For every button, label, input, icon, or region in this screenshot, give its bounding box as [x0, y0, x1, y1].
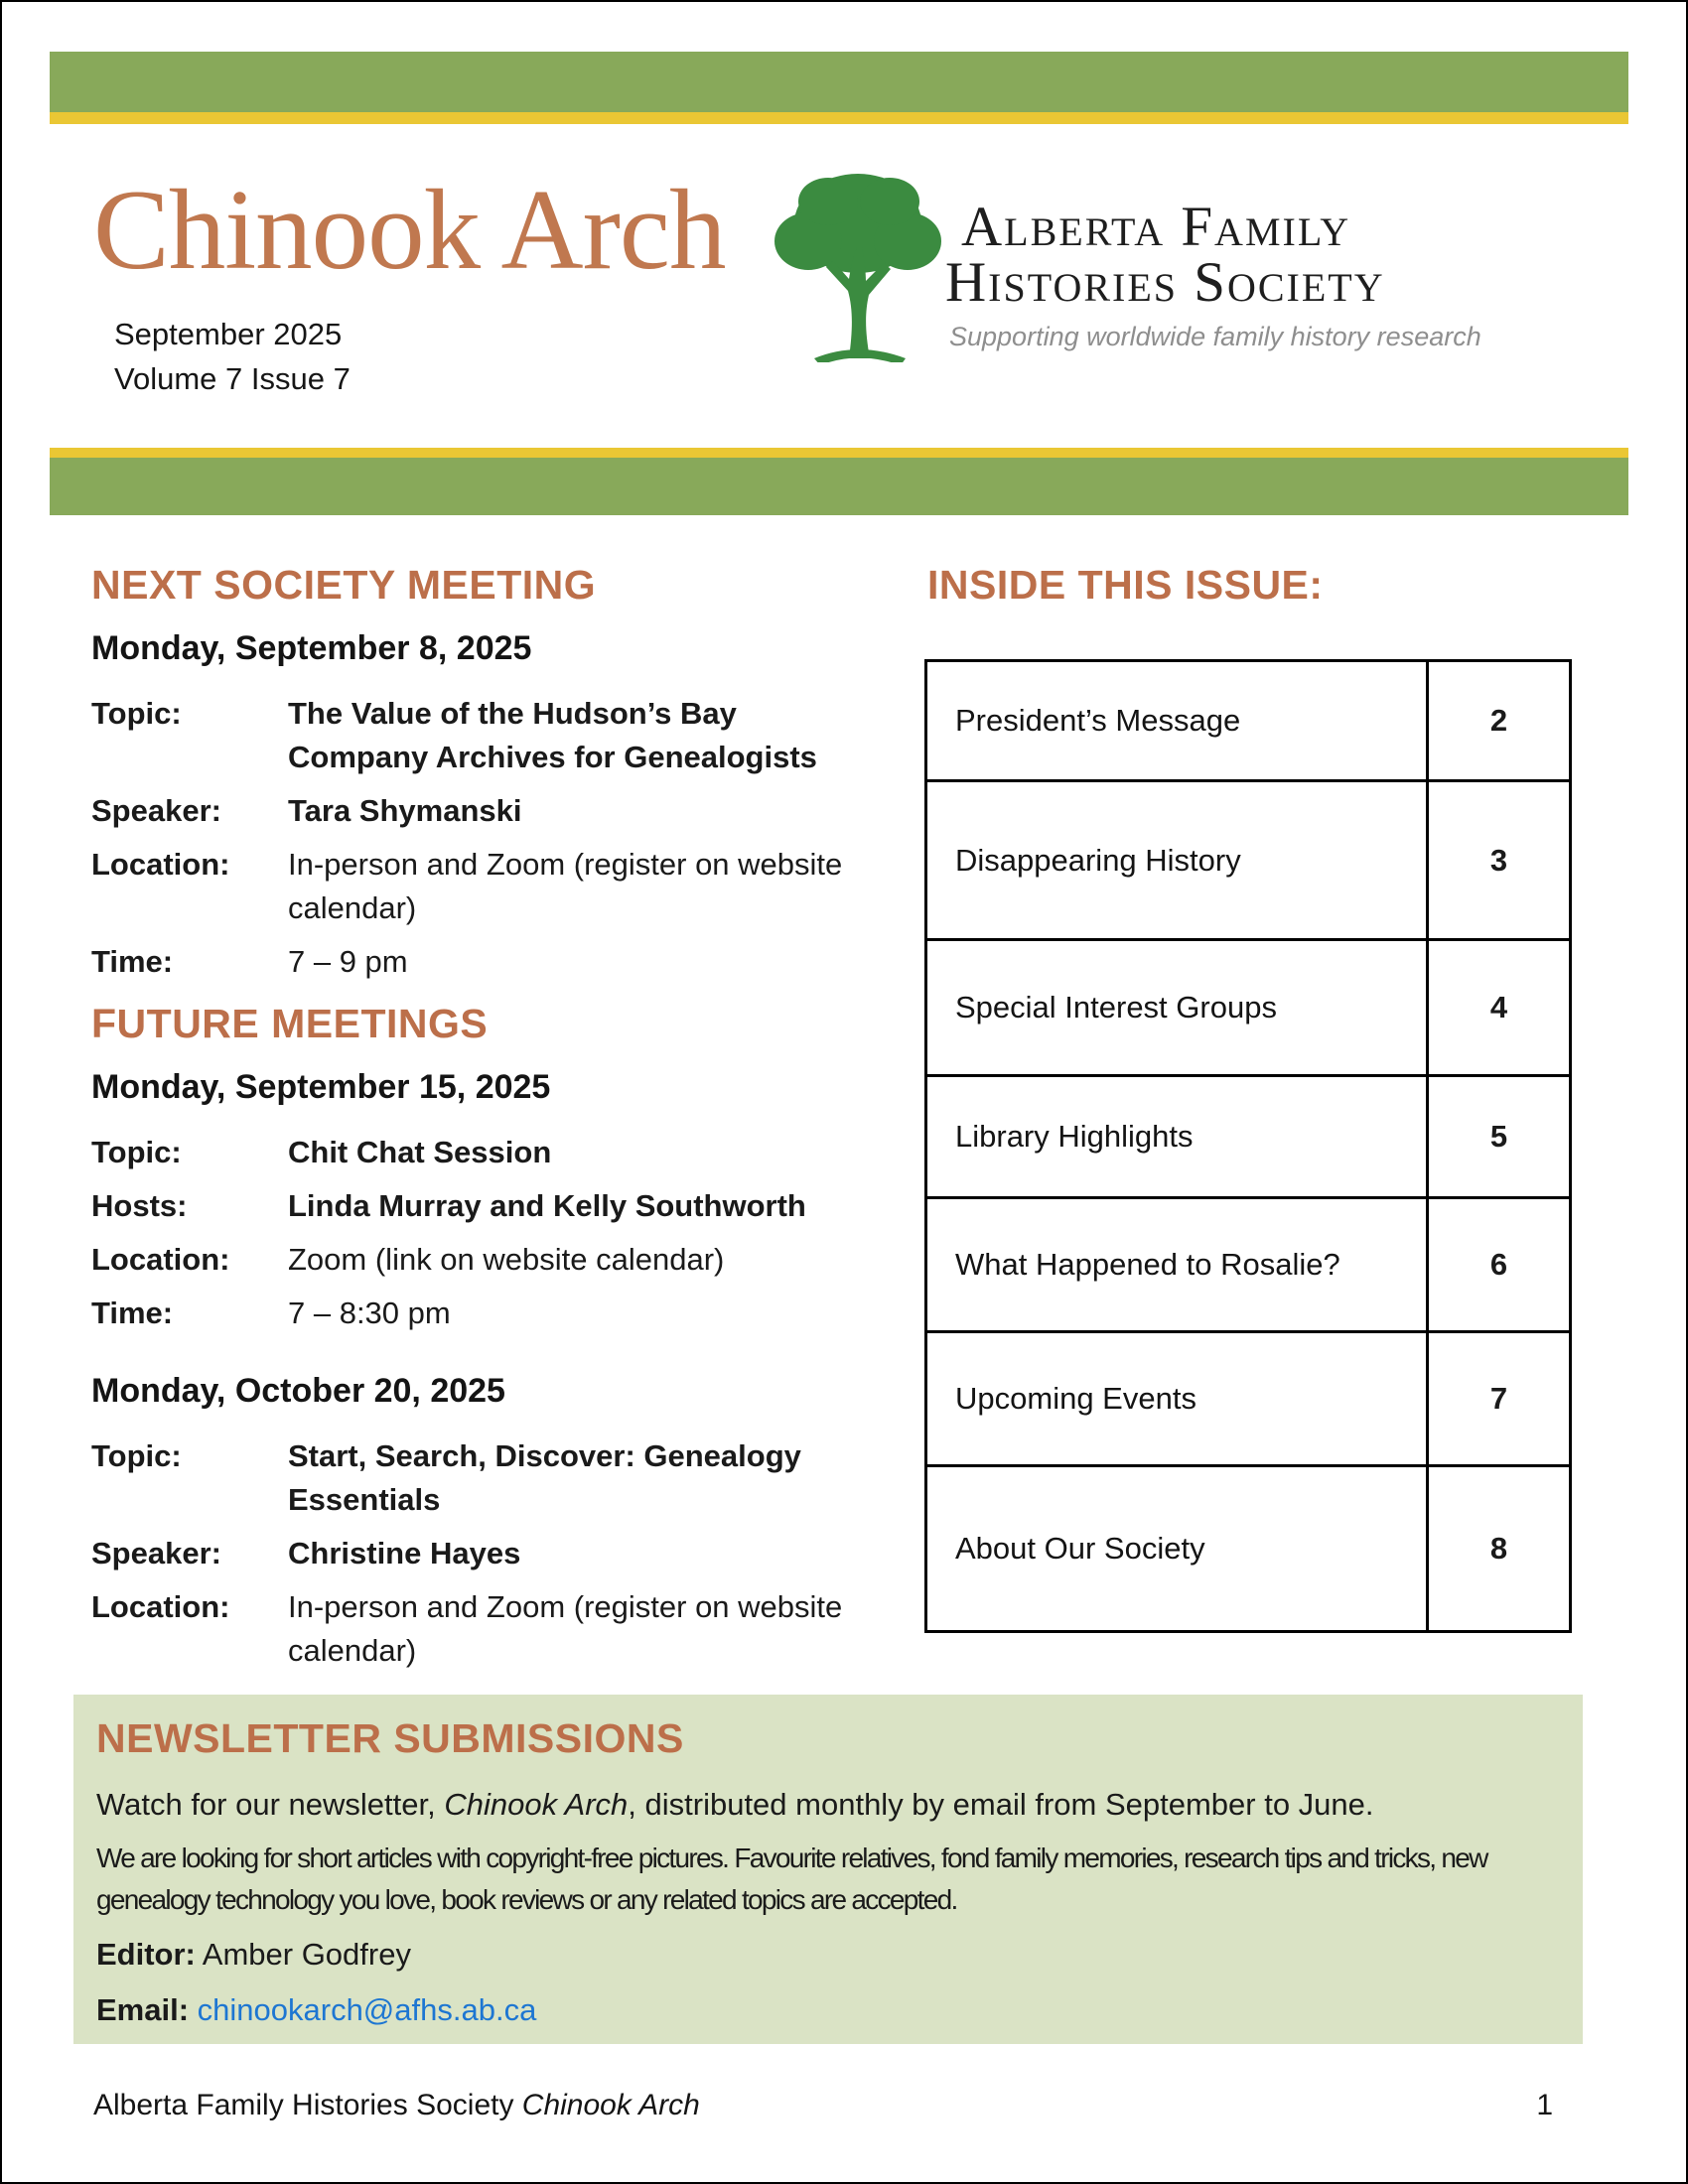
meeting-detail-value: 7 – 9 pm — [288, 944, 408, 979]
email-line — [96, 1988, 1560, 2032]
footer-newsletter-name: Chinook Arch — [521, 2089, 700, 2121]
meeting-detail-row — [91, 789, 886, 833]
toc-row — [927, 1199, 1569, 1333]
tree-logo-icon — [759, 164, 957, 362]
meeting-detail-label: Time: — [91, 944, 174, 979]
society-logo-text — [945, 196, 1481, 352]
future-meeting-2-date: Monday, October 20, 2025 — [91, 1372, 505, 1410]
meeting-detail-row — [91, 1292, 886, 1335]
toc-item-title: What Happened to Rosalie? — [955, 1247, 1340, 1282]
meeting-detail-row — [91, 692, 886, 779]
toc-item-title: Library Highlights — [955, 1119, 1194, 1154]
toc-row — [927, 1333, 1569, 1467]
submissions-heading: NEWSLETTER SUBMISSIONS — [96, 1715, 684, 1761]
meeting-detail-value: 7 – 8:30 pm — [288, 1296, 451, 1330]
toc-row — [927, 941, 1569, 1077]
meeting-detail-value: Start, Search, Discover: Genealogy Essentials — [288, 1438, 801, 1517]
divider-green-bar — [50, 458, 1628, 515]
next-meeting-details — [91, 692, 886, 984]
meeting-detail-row — [91, 1238, 886, 1282]
future-meeting-1-date: Monday, September 15, 2025 — [91, 1068, 551, 1106]
para1-pre: Watch for our newsletter, — [96, 1787, 445, 1822]
meeting-detail-row — [91, 1532, 886, 1575]
toc-row — [927, 1077, 1569, 1199]
toc-item-title: President’s Message — [955, 703, 1241, 738]
meeting-detail-label: Time: — [91, 1296, 174, 1330]
next-meeting-date: Monday, September 8, 2025 — [91, 629, 532, 667]
editor-label: Editor: — [96, 1937, 196, 1972]
meeting-detail-row — [91, 1131, 886, 1174]
newsletter-title: Chinook Arch — [93, 167, 726, 293]
meeting-detail-value: Linda Murray and Kelly Southworth — [288, 1188, 806, 1223]
future-meeting-2-details — [91, 1434, 886, 1673]
meeting-detail-value: Zoom (link on website calendar) — [288, 1242, 725, 1277]
header-green-bar — [50, 52, 1628, 112]
future-meeting-1-details — [91, 1131, 886, 1335]
submissions-paragraph-2: We are looking for short articles with copyright-free pictures. Favourite relatives, fond family memories, research tips and tricks, new genealogy technology you love, book reviews or any related topics are accepted. — [96, 1843, 1487, 1915]
toc-item-page: 8 — [1426, 1467, 1569, 1630]
meeting-detail-label: Location: — [91, 847, 230, 882]
society-tagline: Supporting worldwide family history research — [949, 322, 1481, 351]
toc-item-page: 3 — [1426, 782, 1569, 938]
toc-item-title: Special Interest Groups — [955, 990, 1277, 1024]
toc-item-page: 2 — [1426, 662, 1569, 779]
meeting-detail-value: Chit Chat Session — [288, 1135, 552, 1169]
email-label: Email: — [96, 1992, 190, 2027]
toc-row — [927, 782, 1569, 941]
next-meeting-heading: NEXT SOCIETY MEETING — [91, 562, 597, 608]
meeting-detail-value: The Value of the Hudson’s Bay Company Archives for Genealogists — [288, 696, 817, 774]
header-yellow-bar — [50, 112, 1628, 124]
meeting-detail-value: Tara Shymanski — [288, 793, 522, 828]
meeting-detail-row — [91, 1434, 886, 1522]
toc-item-page: 6 — [1426, 1199, 1569, 1330]
meeting-detail-row — [91, 1585, 886, 1673]
meeting-detail-label: Topic: — [91, 1135, 182, 1169]
page-footer — [93, 2089, 1553, 2122]
meeting-detail-label: Speaker: — [91, 1536, 221, 1570]
divider-yellow-bar — [50, 448, 1628, 458]
toc-item-title: Disappearing History — [955, 842, 1241, 878]
meeting-detail-value: In-person and Zoom (register on website calendar) — [288, 1589, 843, 1668]
meeting-detail-row — [91, 1184, 886, 1228]
meeting-detail-label: Location: — [91, 1242, 230, 1277]
issue-info — [114, 312, 351, 401]
toc-item-page: 5 — [1426, 1077, 1569, 1196]
toc-row — [927, 1467, 1569, 1630]
meeting-detail-value: In-person and Zoom (register on website calendar) — [288, 847, 843, 925]
meeting-detail-label: Hosts: — [91, 1188, 188, 1223]
meeting-detail-label: Speaker: — [91, 793, 221, 828]
toc-item-page: 7 — [1426, 1333, 1569, 1464]
para1-newsletter-name: Chinook Arch — [444, 1787, 629, 1822]
issue-date: September 2025 — [114, 317, 343, 351]
future-meetings-heading: FUTURE MEETINGS — [91, 1001, 489, 1046]
toc-item-page: 4 — [1426, 941, 1569, 1074]
editor-line — [96, 1933, 1560, 1977]
submissions-paragraph-1 — [96, 1784, 1560, 1826]
issue-volume: Volume 7 Issue 7 — [114, 361, 351, 396]
newsletter-submissions-box — [73, 1695, 1583, 2044]
editor-name: Amber Godfrey — [202, 1937, 411, 1972]
meeting-detail-value: Christine Hayes — [288, 1536, 521, 1570]
page-number: 1 — [1536, 2089, 1553, 2121]
para1-post: , distributed monthly by email from September to June. — [628, 1787, 1374, 1822]
footer-society-name: Alberta Family Histories Society — [93, 2089, 522, 2121]
meeting-detail-label: Topic: — [91, 1438, 182, 1473]
meetings-column — [91, 561, 886, 1683]
toc-item-title: Upcoming Events — [955, 1381, 1196, 1416]
table-of-contents — [924, 659, 1572, 1633]
meeting-detail-label: Topic: — [91, 696, 182, 731]
inside-this-issue-heading: INSIDE THIS ISSUE: — [927, 562, 1324, 608]
footer-text — [93, 2089, 700, 2122]
meeting-detail-label: Location: — [91, 1589, 230, 1624]
meeting-detail-row — [91, 843, 886, 930]
toc-item-title: About Our Society — [955, 1531, 1205, 1566]
society-name-line2: Histories Society — [945, 251, 1385, 314]
meeting-detail-row — [91, 940, 886, 984]
toc-row — [927, 662, 1569, 782]
email-link[interactable]: chinookarch@afhs.ab.ca — [197, 1992, 537, 2027]
society-name-line1: Alberta Family — [961, 196, 1351, 258]
